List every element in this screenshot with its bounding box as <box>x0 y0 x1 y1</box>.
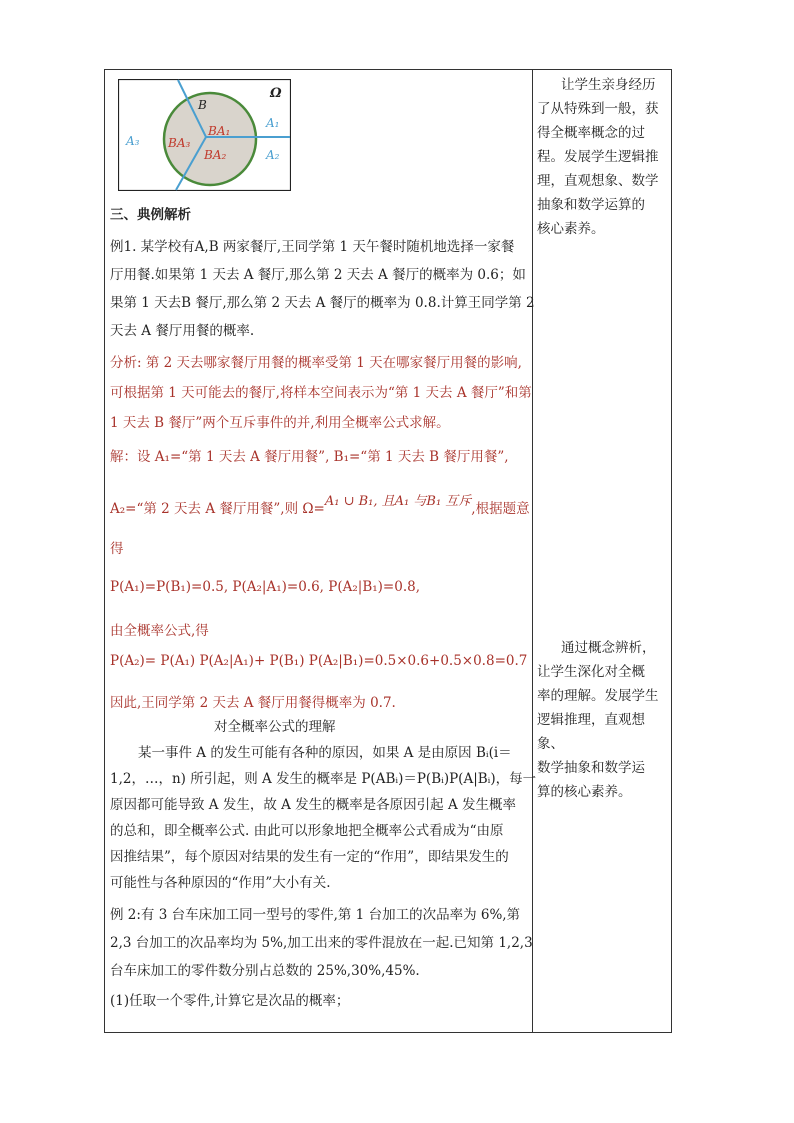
analysis-line1: 分析: 第 2 天去哪家餐厅用餐的概率受第 1 天在哪家餐厅用餐的影响, <box>110 355 522 371</box>
side-note-2-line: 数学抽象和数学运 <box>537 760 645 776</box>
understanding-p4: 的总和，即全概率公式. 由此可以形象地把全概率公式看成为“由原 <box>110 823 504 839</box>
understanding-title: 对全概率公式的理解 <box>214 719 336 735</box>
side-note-1-line: 程。发展学生逻辑推 <box>537 149 659 165</box>
understanding-p6: 可能性与各种原因的“作用”大小有关. <box>110 875 331 891</box>
side-note-1-line: 得全概率概念的过 <box>537 125 645 141</box>
omega-expression: A₁ ∪ B₁, 且A₁ 与B₁ 互斥 <box>324 494 472 509</box>
omega-label: Ω <box>270 86 282 101</box>
understanding-p2: 1,2，…，n) 所引起，则 A 发生的概率是 P(ABᵢ)＝P(Bᵢ)P(A|Bᵢ)，每一 <box>110 771 537 787</box>
understanding-p3: 原因都可能导致 A 发生，故 A 发生的概率是各原因引起 A 发生概率 <box>110 797 516 813</box>
column-divider <box>532 69 533 1033</box>
side-note-2-line: 逻辑推理，直观想象、 <box>537 712 645 752</box>
a2-label: A₂ <box>266 148 280 162</box>
ex1-line3: 果第 1 天去B 餐厅,那么第 2 天去 A 餐厅的概率为 0.8.计算王同学第 2 <box>110 295 535 311</box>
ba2-label: BA₂ <box>204 148 227 162</box>
solution-line2 <box>110 494 530 519</box>
ex1-line4: 天去 A 餐厅用餐的概率. <box>110 323 255 339</box>
side-note-1-line: 让学生亲身经历 <box>561 77 656 93</box>
side-note-2 <box>537 636 669 804</box>
ex1-line2: 厅用餐.如果第 1 天去 A 餐厅,那么第 2 天去 A 餐厅的概率为 0.6；如 <box>110 267 526 283</box>
b-label: B <box>198 98 207 112</box>
solution-line2-text: A₂=“第 2 天去 A 餐厅用餐”,则 Ω= <box>110 501 325 517</box>
analysis-line3: 1 天去 B 餐厅”两个互斥事件的并,利用全概率公式求解。 <box>110 415 450 431</box>
solution-line3: 得 <box>110 541 124 557</box>
ex2-line1: 例 2:有 3 台车床加工同一型号的零件,第 1 台加工的次品率为 6%,第 <box>110 907 521 923</box>
understanding-p5: 因推结果”，每个原因对结果的发生有一定的“作用”，即结果发生的 <box>110 849 509 865</box>
side-note-1-line: 理，直观想象、数学 <box>537 173 659 189</box>
side-note-2-line: 让学生深化对全概 <box>537 664 645 680</box>
ex2-line2: 2,3 台加工的次品率均为 5%,加工出来的零件混放在一起.已知第 1,2,3 <box>110 935 533 951</box>
ba3-label: BA₃ <box>168 136 191 150</box>
side-note-1-line: 抽象和数学运算的 <box>537 197 645 213</box>
a1-label: A₁ <box>266 116 280 130</box>
ex2-line4: (1)任取一个零件,计算它是次品的概率； <box>110 993 350 1009</box>
probabilities-line: P(A₁)=P(B₁)=0.5, P(A₂|A₁)=0.6, P(A₂|B₁)=0.8, <box>110 579 420 595</box>
analysis-line2: 可根据第 1 天可能去的餐厅,将样本空间表示为“第 1 天去 A 餐厅”和第 <box>110 385 532 401</box>
solution-line2-tail: ,根据题意 <box>471 501 530 517</box>
ex2-line3: 台车床加工的零件数分别占总数的 25%,30%,45%. <box>110 963 420 979</box>
understanding-p1: 某一事件 A 的发生可能有各种的原因，如果 A 是由原因 Bᵢ(i＝ <box>138 745 512 761</box>
side-note-2-line: 通过概念辨析， <box>561 640 656 656</box>
side-note-2-line: 率的理解。发展学生 <box>537 688 659 704</box>
conclusion-line: 因此,王同学第 2 天去 A 餐厅用餐得概率为 0.7. <box>110 695 396 711</box>
venn-diagram <box>118 79 291 191</box>
side-note-1-line: 核心素养。 <box>537 221 605 237</box>
formula-intro: 由全概率公式,得 <box>110 623 209 639</box>
formula-calculation: P(A₂)= P(A₁) P(A₂|A₁)+ P(B₁) P(A₂|B₁)=0.5×0.6+0.5×0.8=0.7 <box>110 653 528 669</box>
side-note-1-line: 了从特殊到一般，获 <box>537 101 659 117</box>
section-title: 三、典例解析 <box>110 207 191 223</box>
a3-label: A₃ <box>126 134 140 148</box>
ex1-line1: 例1. 某学校有A,B 两家餐厅,王同学第 1 天午餐时随机地选择一家餐 <box>110 239 515 255</box>
solution-line1: 解：设 A₁=“第 1 天去 A 餐厅用餐”, B₁=“第 1 天去 B 餐厅用餐”, <box>110 449 509 465</box>
ba1-label: BA₁ <box>208 124 231 138</box>
side-note-2-line: 算的核心素养。 <box>537 784 632 800</box>
side-note-1 <box>537 73 669 241</box>
